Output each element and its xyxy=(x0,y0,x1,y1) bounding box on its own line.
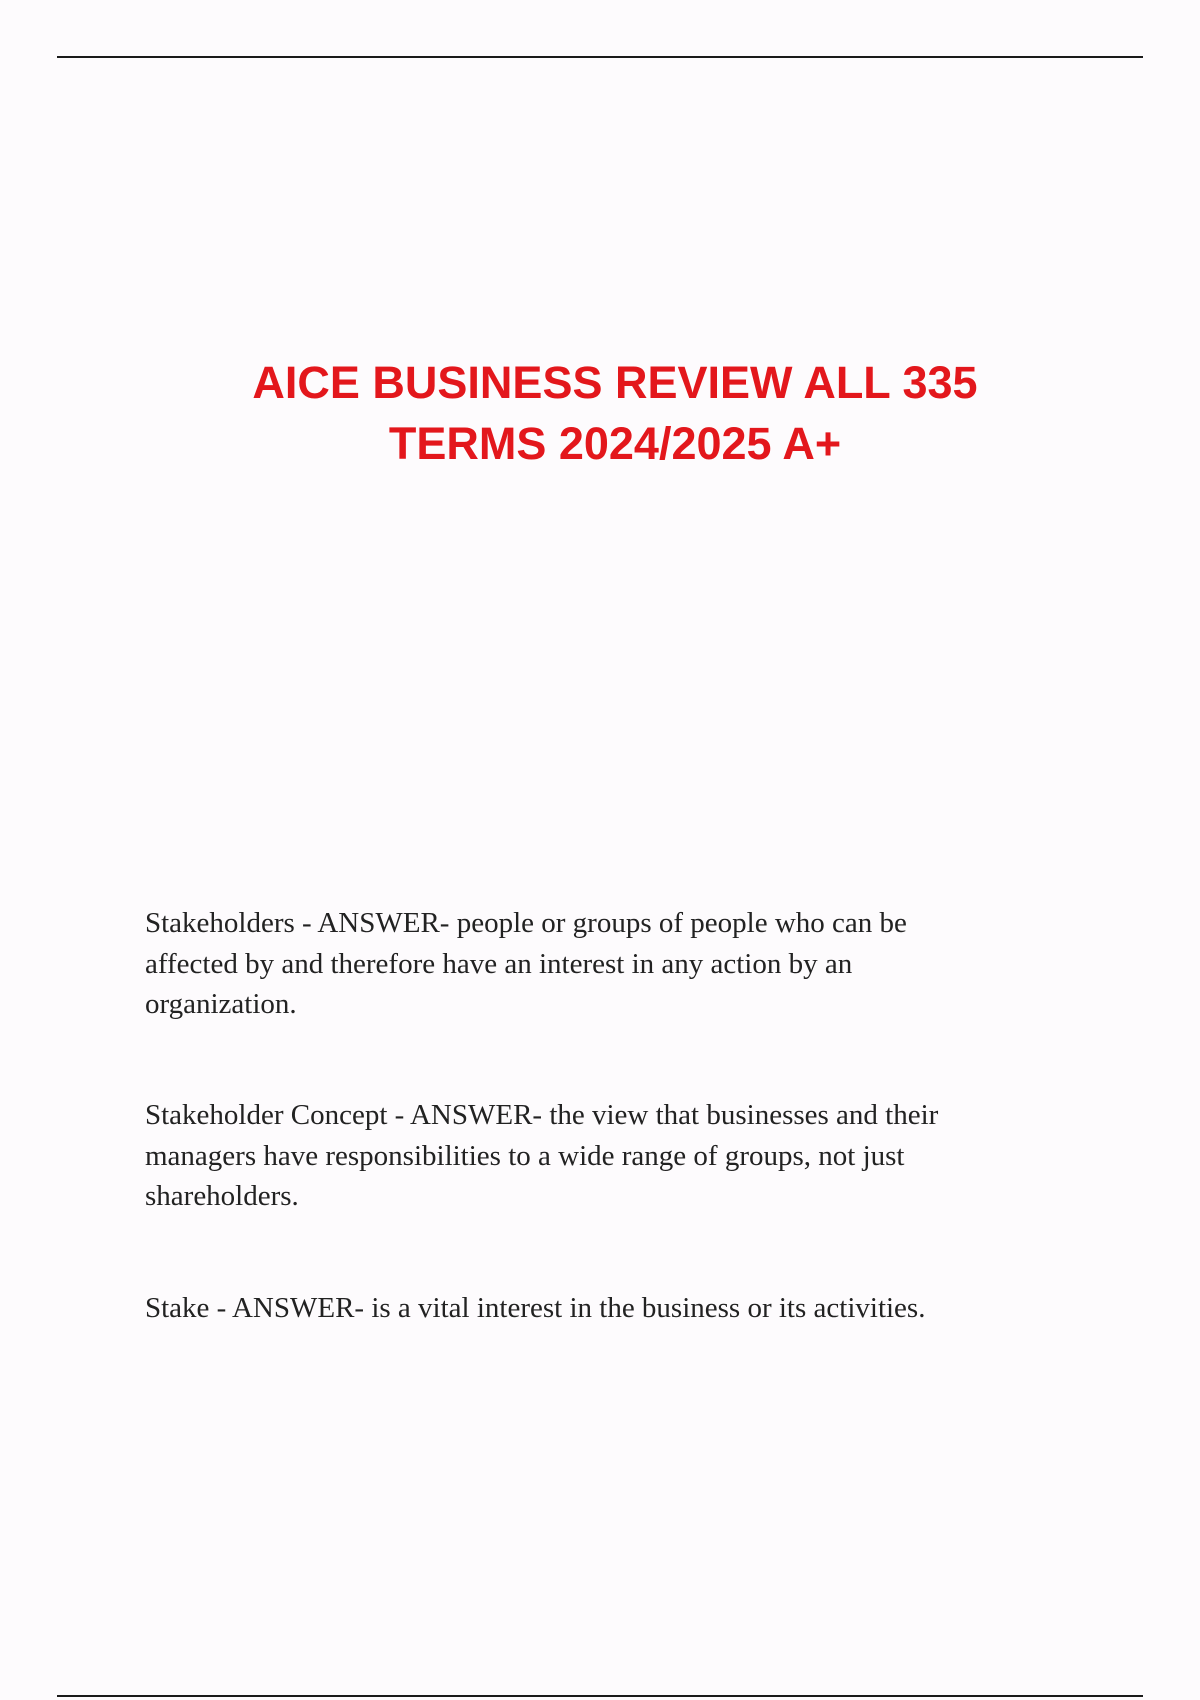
entry-line: Stakeholders - ANSWER- people or groups of people who can be xyxy=(145,907,907,939)
bottom-rule xyxy=(57,1695,1143,1697)
entry-line: organization. xyxy=(145,988,297,1020)
entry-line: Stakeholder Concept - ANSWER- the view that businesses and their xyxy=(145,1099,939,1131)
term-entry-stakeholders xyxy=(145,903,1045,1025)
entry-line: Stake - ANSWER- is a vital interest in the business or its activities. xyxy=(145,1292,926,1324)
title-line-1: AICE BUSINESS REVIEW ALL 335 xyxy=(252,357,978,408)
term-entry-stakeholder-concept xyxy=(145,1095,1045,1217)
entry-line: affected by and therefore have an interest in any action by an xyxy=(145,947,853,980)
document-title xyxy=(150,352,1080,474)
entry-line: managers have responsibilities to a wide range of groups, not just xyxy=(145,1139,905,1172)
title-line-2: TERMS 2024/2025 A+ xyxy=(388,418,842,469)
entry-line: shareholders. xyxy=(145,1180,299,1212)
top-rule xyxy=(57,56,1143,58)
term-entry-stake xyxy=(145,1288,1045,1329)
